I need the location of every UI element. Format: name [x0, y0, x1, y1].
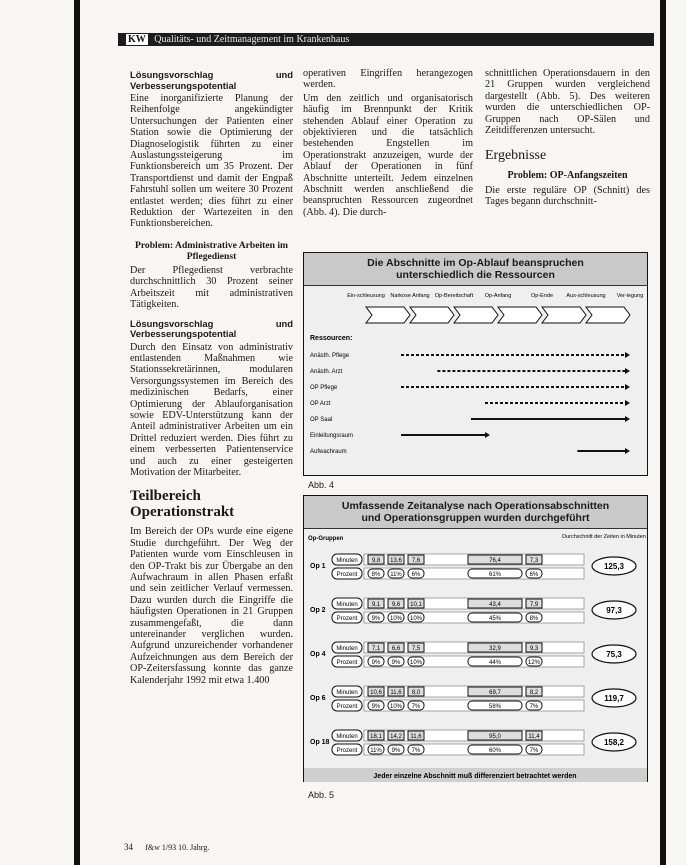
minutes-value: 69,7 — [489, 690, 501, 696]
percent-value: 12% — [527, 660, 541, 666]
minutes-value: 11,6 — [410, 734, 422, 740]
column-1 — [130, 70, 293, 688]
phase-label: Op-Anfang — [484, 293, 512, 299]
percent-value: 9% — [371, 616, 381, 622]
minutes-value: 10,6 — [370, 690, 382, 696]
minutes-value: 7,3 — [529, 558, 539, 564]
total-value: 97,3 — [606, 606, 622, 615]
minutes-value: 7,9 — [529, 602, 539, 608]
minutes-value: 32,9 — [489, 646, 501, 652]
percent-value: 10% — [389, 704, 403, 710]
percent-value: 9% — [371, 704, 381, 710]
phase-arrow — [586, 307, 630, 323]
resource-label: Anästh. Arzt — [310, 369, 343, 375]
phase-arrow — [410, 307, 454, 323]
minutes-value: 6,6 — [391, 646, 401, 652]
resource-label: OP Arzt — [310, 401, 331, 407]
bar-arrowhead — [625, 400, 630, 406]
percent-value: 7% — [411, 704, 421, 710]
row-type-label: Prozent — [336, 572, 358, 578]
running-header — [118, 33, 654, 46]
percent-value: 58% — [488, 704, 502, 710]
percent-value: 8% — [371, 572, 381, 578]
problem-heading: Problem: Administrative Arbeiten im Pflegedienst — [134, 239, 289, 262]
minutes-value: 7,5 — [411, 646, 421, 652]
row-type-label: Prozent — [336, 704, 358, 710]
bar-arrowhead — [625, 384, 630, 390]
col-label-average: Durchschnitt der Zeiten in Minuten — [562, 534, 646, 540]
bar-arrowhead — [625, 368, 630, 374]
column-2 — [303, 68, 473, 220]
minutes-value: 9,3 — [529, 646, 539, 652]
percent-value: 61% — [488, 572, 502, 578]
phase-label: Op-Ende — [530, 293, 554, 299]
phase-label: Ver-legung — [616, 293, 644, 299]
section-heading: Ergebnisse — [485, 148, 547, 164]
percent-value: 11% — [370, 748, 382, 754]
op-group-label: Op 6 — [310, 695, 326, 702]
minutes-value: 10,1 — [410, 602, 422, 608]
paragraph: schnittlichen Operationsdauern in den 21 Gruppen wurden vergleichend dargestellt (Abb. 5). Des weiteren wurden die unterschiedlichen OP-Gruppen nach OP-Sälen und Zeitdifferenzen untersucht. — [485, 68, 650, 137]
total-value: 75,3 — [606, 650, 622, 659]
phase-arrow — [366, 307, 410, 323]
paragraph: Durch den Einsatz von administrativ entlastenden Maßnahmen wie Stationssekretärinnen, modularen Versorgungssystemen im Bereich des medizinischen Bedarfs, einer Optimierung der Ablauforganisation sowie EDV-Unterstützung kann der Anteil administrativer Arbeiten um ein Drittel reduziert werden. Dies führt zu einem verbesserten Patientenservice und auch zu einer gesteigerten Motivation der Mitarbeiter. — [130, 341, 293, 478]
op-group-label: Op 2 — [310, 607, 326, 614]
percent-value: 7% — [529, 704, 539, 710]
row-type-label: Prozent — [336, 616, 358, 622]
phase-arrow — [454, 307, 498, 323]
percent-value: 6% — [529, 572, 539, 578]
figure-title: Die Abschnitte im Op-Ablauf beanspruchen unterschiedlich die Ressourcen — [304, 253, 647, 286]
minutes-value: 9,8 — [371, 558, 381, 564]
minutes-value: 8,0 — [411, 690, 421, 696]
phase-label: Op-Bereitschaft — [434, 293, 474, 299]
phase-label: Ein-schleusung — [347, 293, 385, 299]
page-footer — [124, 842, 209, 852]
percent-value: 9% — [391, 660, 401, 666]
percent-value: 7% — [411, 748, 421, 754]
percent-value: 6% — [411, 572, 421, 578]
percent-value: 10% — [389, 616, 403, 622]
phase-arrow — [498, 307, 542, 323]
figure-footer: Jeder einzelne Abschnitt muß differenziert betrachtet werden — [373, 773, 577, 780]
resource-label: Anästh. Pflege — [310, 353, 350, 359]
paragraph: Im Bereich der OPs wurde eine eigene Studie durchgeführt. Der Weg der Patienten wurde vom Einschleusen in den OP-Trakt bis zur Übergabe an den Aufwachraum in allen Phasen erfaßt und sein zeitlicher Verlauf vermessen. Dazu wurden durch die Eingriffe die häufigsten Operationen in 21 Gruppen zusammengefaßt, die dann untereinander verglichen wurden. Aufgrund unzureichender vorhandener Aufzeichnungen aus dem Bereich der OP-Zeitersfassung konnte das ganze Kalenderjahr 1992 mit etwa 1.400 — [130, 526, 293, 686]
figure-title: Umfassende Zeitanalyse nach Operationsabschnitten und Operationsgruppen wurden durchgeführt — [304, 496, 647, 529]
bar-arrowhead — [485, 432, 490, 438]
figure-caption: Abb. 5 — [308, 790, 335, 800]
row-type-label: Minuten — [336, 558, 358, 564]
row-type-label: Minuten — [336, 646, 358, 652]
total-value: 119,7 — [604, 694, 624, 703]
row-type-label: Prozent — [336, 748, 358, 754]
resource-label: OP Saal — [310, 417, 333, 423]
minutes-value: 43,4 — [489, 602, 501, 608]
paragraph: Der Pflegedienst verbrachte durchschnittlich 30 Prozent seiner Arbeitszeit mit administrativen Tätigkeiten. — [130, 264, 293, 311]
figure-4 — [303, 252, 648, 476]
paragraph: Eine inorganifizierte Planung der Reihenfolge angekündigter Untersuchungen der Patienten einer Station sowie die Optimierung der Diagnoselogistik führten zu einer Auslastungssteigerung im Funktionsbereich um 35 Prozent. Der Transportdienst und damit der Engpaß Fahrstuhl sollen um weitere 30 Prozent entlastet werden; dies führt zu einer Reduktion der Wartezeiten in den Funktionsbereichen. — [130, 93, 293, 230]
binding-edge — [74, 0, 80, 865]
percent-value: 11% — [390, 572, 402, 578]
bar-arrowhead — [625, 352, 630, 358]
col-label-groups: Op-Gruppen — [308, 536, 344, 542]
minutes-value: 9,1 — [371, 602, 381, 608]
total-value: 125,3 — [603, 562, 625, 571]
minutes-value: 76,4 — [489, 558, 501, 564]
resource-label: Aufwachraum — [310, 449, 347, 455]
minutes-value: 11,4 — [528, 734, 540, 740]
bar-arrowhead — [625, 448, 630, 454]
minutes-value: 7,6 — [411, 558, 421, 564]
resources-label: Ressourcen: — [310, 335, 353, 342]
header-title: Qualitäts- und Zeitmanagement im Krankenhaus — [154, 34, 350, 45]
row-type-label: Minuten — [336, 734, 358, 740]
row-type-label: Prozent — [336, 660, 358, 666]
minutes-value: 95,0 — [489, 734, 501, 740]
minutes-value: 7,1 — [371, 646, 381, 652]
phase-label: Narkose Anfang — [390, 293, 430, 299]
page-number: 34 — [124, 842, 133, 852]
subheading: Lösungsvorschlag und Verbesserungspotential — [130, 317, 293, 339]
subheading: Lösungsvorschlag und Verbesserungspotential — [130, 69, 293, 91]
minutes-value: 13,6 — [390, 558, 402, 564]
minutes-value: 11,6 — [390, 690, 402, 696]
phase-label: Aus-schleusung — [566, 293, 606, 299]
row-type-label: Minuten — [336, 690, 358, 696]
figure-5 — [303, 495, 648, 782]
section-heading: Teilbereich Operationstrakt — [130, 488, 235, 521]
journal-logo: KW — [128, 34, 146, 45]
phase-diagram — [304, 285, 647, 475]
op-group-label: Op 4 — [310, 651, 326, 658]
percent-value: 8% — [529, 616, 539, 622]
op-group-label: Op 18 — [310, 739, 330, 746]
resource-label: Einleitungsraum — [310, 433, 354, 439]
percent-value: 10% — [409, 616, 423, 622]
paragraph: Die erste reguläre OP (Schnitt) des Tages begann durchschnitt- — [485, 184, 650, 208]
resource-label: OP Pflege — [310, 385, 338, 391]
percent-value: 44% — [488, 660, 502, 666]
percent-value: 9% — [391, 748, 401, 754]
phase-arrow — [542, 307, 586, 323]
paragraph: operativen Eingriffen herangezogen werden. — [303, 68, 473, 91]
paragraph: Um den zeitlich und organisatorisch häufig im Brennpunkt der Kritik stehenden Ablauf einer Operation zu objektivieren und die tatsächlich bestehenden Engstellen im Operationstrakt anzuzeigen, wurde der Ablauf der Operationen in fünf Abschnitte unterteilt. Jedem einzelnen Abschnitt werden anschließend die beanspruchten Ressourcen zugeordnet (Abb. 4). Die durch- — [303, 92, 473, 218]
minutes-value: 18,1 — [370, 734, 382, 740]
page-edge — [660, 0, 666, 865]
minutes-value: 9,6 — [391, 602, 401, 608]
minutes-value: 8,2 — [529, 690, 539, 696]
percent-value: 10% — [409, 660, 423, 666]
time-analysis-diagram — [304, 530, 647, 782]
total-value: 158,2 — [603, 738, 625, 747]
problem-heading: Problem: OP-Anfangszeiten — [507, 170, 628, 182]
column-3 — [485, 68, 650, 210]
journal-issue: f&w 1/93 10. Jahrg. — [145, 843, 210, 852]
bar-arrowhead — [625, 416, 630, 422]
op-group-label: Op 1 — [310, 563, 326, 570]
row-type-label: Minuten — [336, 602, 358, 608]
percent-value: 60% — [488, 748, 502, 754]
percent-value: 9% — [371, 660, 381, 666]
percent-value: 7% — [529, 748, 539, 754]
figure-caption: Abb. 4 — [308, 480, 335, 490]
minutes-value: 14,2 — [390, 734, 402, 740]
percent-value: 45% — [488, 616, 502, 622]
